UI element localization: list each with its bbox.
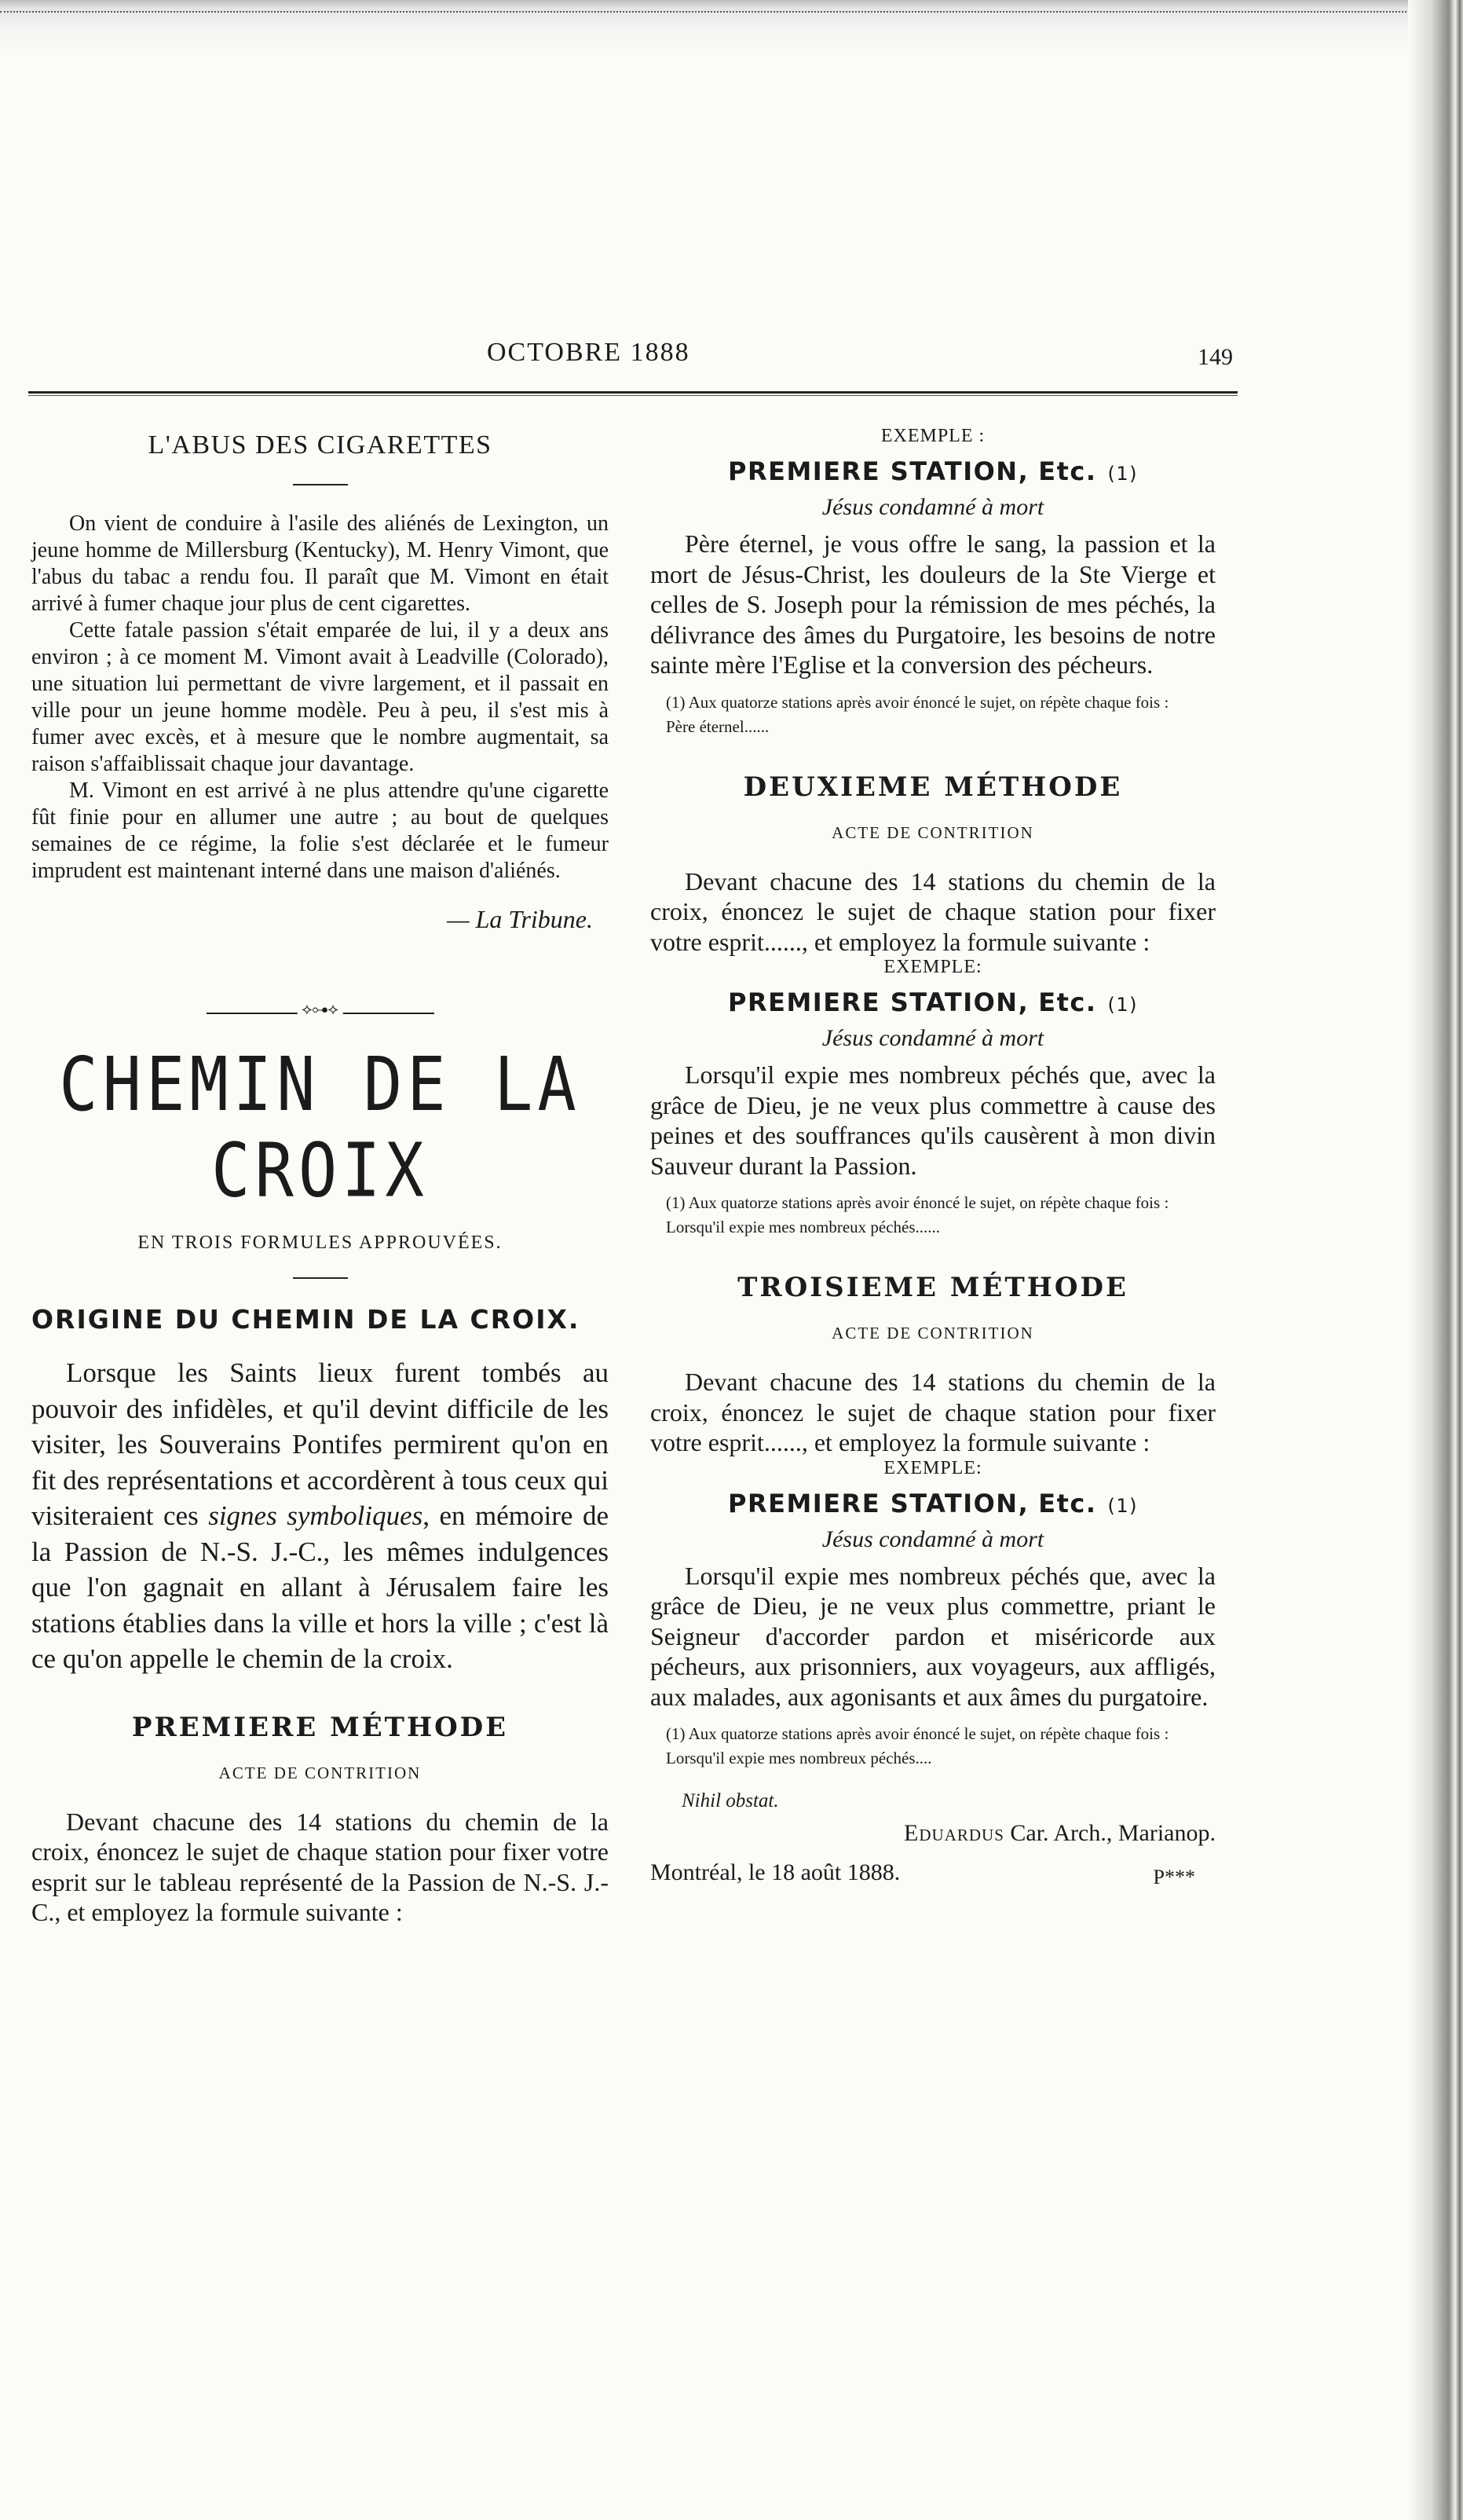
- methode2-exemple: EXEMPLE:: [883, 957, 982, 977]
- chemin-title: CHEMIN DE LA CROIX: [59, 1042, 581, 1214]
- methode3-text: Devant chacune des 14 stations du chemin de la croix, énoncez le sujet de chaque station pour fixer votre esprit......, et employez la formule suivante :: [650, 1368, 1216, 1456]
- abus-paragraph: M. Vimont en est arrivé à ne plus attendre qu'une cigarette fût finie pour en allumer une autre ; au bout de quelques semaines de ce régime, la folie s'est déclarée et le fumeur imprudent est maintenant interné dans une maison d'aliénés.: [31, 778, 609, 883]
- ornamental-rule: ⟡⊶⟡: [207, 1013, 434, 1022]
- origine-heading: ORIGINE DU CHEMIN DE LA CROIX.: [31, 1304, 580, 1335]
- approbation-signature: Eduardus Car. Arch., Marianop.: [904, 1820, 1216, 1846]
- author-initial: P***: [1153, 1866, 1195, 1888]
- scan-right-edge: [1408, 0, 1463, 2520]
- methode2-footnote: (1) Aux quatorze stations après avoir énoncé le sujet, on répète chaque fois :: [666, 1193, 1169, 1212]
- methode2-heading: DEUXIEME MÉTHODE: [743, 771, 1123, 803]
- methode3-footnote: (1) Aux quatorze stations après avoir énoncé le sujet, on répète chaque fois :: [666, 1724, 1169, 1743]
- methode3-heading: TROISIEME MÉTHODE: [737, 1272, 1128, 1303]
- methode3-station: PREMIERE STATION, Etc. (1): [727, 1488, 1139, 1518]
- subtitle-rule: [293, 1277, 348, 1279]
- methode2-sujet: Jésus condamné à mort: [821, 1025, 1044, 1051]
- methode2-prayer: Lorsqu'il expie mes nombreux péchés que, avec la grâce de Dieu, je ne veux plus commettre à cause des peines et des souffrances qu'ils causèrent à mon divin Sauveur durant la Passion.: [650, 1060, 1216, 1180]
- methode2-footnote-example: Lorsqu'il expie mes nombreux péchés......: [666, 1218, 941, 1236]
- running-title: OCTOBRE 1888: [487, 338, 690, 367]
- abus-paragraph: On vient de conduire à l'asile des aliénés de Lexington, un jeune homme de Millersburg (Kentucky), M. Henry Vimont, que l'abus du tabac a rendu fou. Il paraît que M. Vimont en était arrivé à fumer chaque jour plus de cent cigarettes.: [31, 511, 609, 616]
- chemin-subtitle: EN TROIS FORMULES APPROUVÉES.: [137, 1233, 503, 1253]
- methode1-sujet: Jésus condamné à mort: [821, 494, 1044, 520]
- methode1-station: PREMIERE STATION, Etc. (1): [727, 456, 1139, 486]
- methode1-exemple: EXEMPLE :: [880, 426, 986, 446]
- left-column: [31, 424, 609, 1928]
- scan-top-edge: [0, 0, 1463, 55]
- running-head: [31, 338, 1233, 385]
- methode1-prayer: Père éternel, je vous offre le sang, la passion et la mort de Jésus-Christ, les douleurs de la Ste Vierge et celles de S. Joseph pour la rémission de mes péchés, la délivrance des âmes du Purgatoire, les besoins de notre sainte mère l'Eglise et la conversion des pécheurs.: [650, 529, 1216, 679]
- methode3-prayer: Lorsqu'il expie mes nombreux péchés que, avec la grâce de Dieu, je ne veux plus commettre, priant le Seigneur d'accorder pardon et miséricorde aux pécheurs, aux prisonniers, aux voyageurs, aux affligés, aux malades, aux agonisants et aux âmes du purgatoire.: [650, 1561, 1216, 1711]
- methode2-acte: ACTE DE CONTRITION: [832, 822, 1034, 842]
- abus-signature: — La Tribune.: [447, 905, 593, 933]
- methode1-footnote-example: Père éternel......: [666, 716, 770, 736]
- methode3-sujet: Jésus condamné à mort: [821, 1526, 1044, 1552]
- origine-italic: signes symboliques: [208, 1500, 423, 1531]
- header-rule: [28, 391, 1238, 396]
- title-rule: [293, 484, 348, 485]
- methode1-heading: PREMIERE MÉTHODE: [131, 1711, 509, 1743]
- methode1-footnote: (1) Aux quatorze stations après avoir énoncé le sujet, on répète chaque fois :: [666, 692, 1169, 712]
- abus-title: L'ABUS DES CIGARETTES: [148, 430, 492, 460]
- methode1-text: Devant chacune des 14 stations du chemin de la croix, énoncez le sujet de chaque station pour fixer votre esprit sur le tableau représenté de la Passion de N.-S. J.-C., et employez la formule suivante :: [31, 1807, 609, 1926]
- abus-paragraph: Cette fatale passion s'était emparée de lui, il y a deux ans environ ; à ce moment M. Vimont avait à Leadville (Colorado), une situation lui permettant de vivre largement, et il passait en ville pour un jeune homme modèle. Peu à peu, il s'est mis à fumer avec excès, et à mesure que le nombre augmentait, sa raison s'affaiblissait chaque jour davantage.: [31, 618, 609, 776]
- methode3-exemple: EXEMPLE:: [883, 1457, 982, 1478]
- methode2-text: Devant chacune des 14 stations du chemin de la croix, énoncez le sujet de chaque station pour fixer votre esprit......, et employez la formule suivante :: [650, 866, 1216, 956]
- methode1-acte: ACTE DE CONTRITION: [218, 1763, 422, 1782]
- page-number: 149: [1198, 344, 1233, 370]
- methode2-station: PREMIERE STATION, Etc. (1): [727, 987, 1139, 1017]
- nihil-obstat: Nihil obstat.: [682, 1790, 779, 1811]
- methode3-acte: ACTE DE CONTRITION: [832, 1324, 1034, 1342]
- place-date: Montréal, le 18 août 1888. P***: [650, 1859, 1195, 1888]
- right-column: [650, 424, 1216, 1886]
- methode3-footnote-example: Lorsqu'il expie mes nombreux péchés....: [666, 1749, 932, 1767]
- origine-paragraph: Lorsque les Saints lieux furent tombés au pouvoir des infidèles, et qu'il devint difficile de les visiter, les Souverains Pontifes permirent qu'on en fit des représentations et accordèrent à tous ceux qui visiteraient ces signes symboliques, en mémoire de la Passion de N.-S. J.-C., les mêmes indulgences que l'on gagnait en allant à Jérusalem faire les stations établies dans la ville et hors la ville ; c'est là ce qu'on appelle le chemin de la croix.: [31, 1357, 609, 1674]
